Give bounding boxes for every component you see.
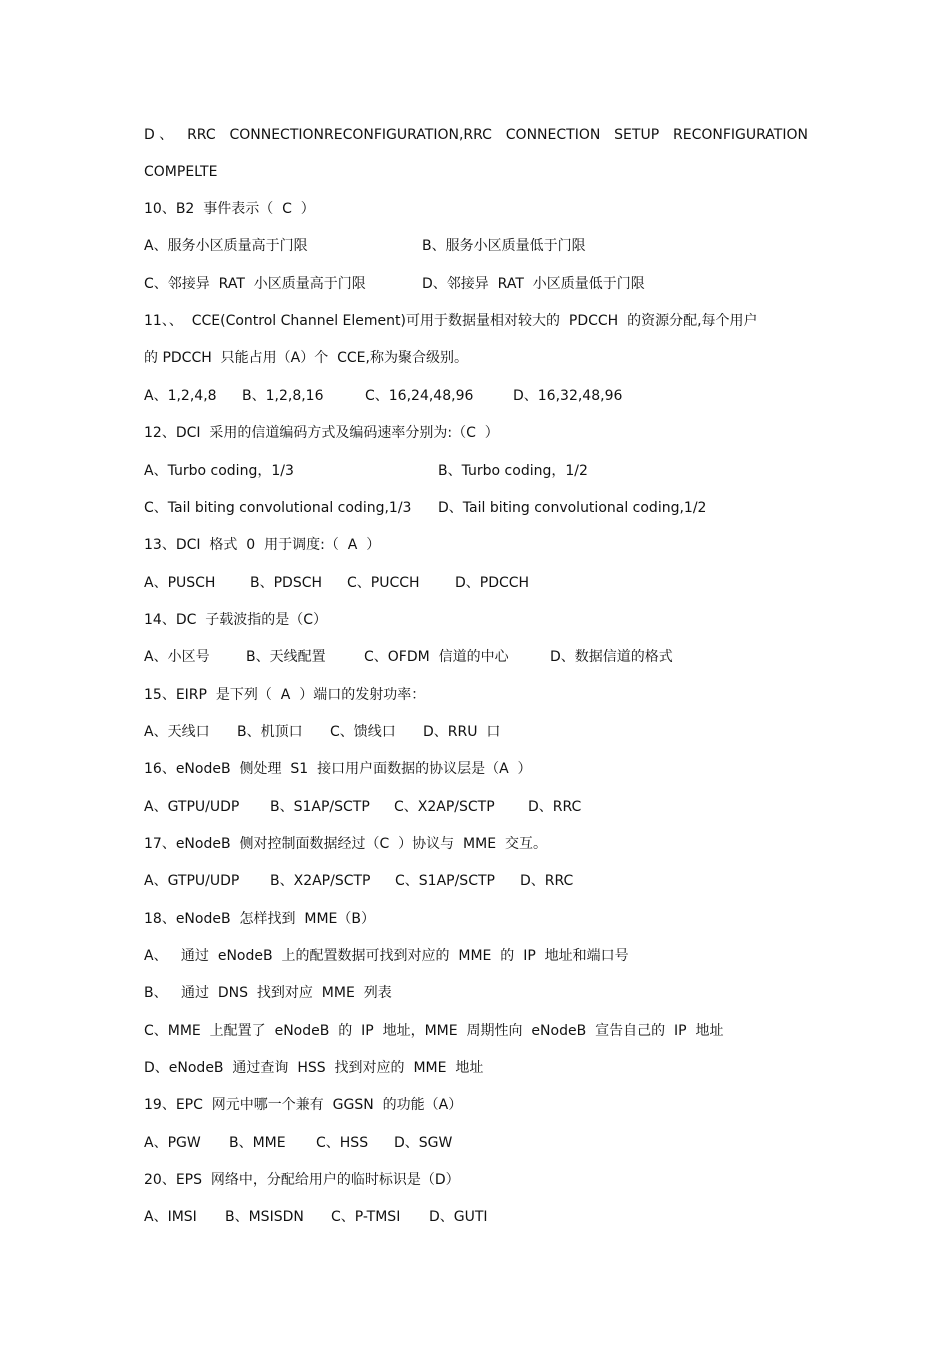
q20-option-c: C、P-TMSI — [331, 1209, 401, 1225]
q12-option-c: C、Tail biting convolutional coding,1/3 — [144, 500, 412, 516]
q9-d-word: CONNECTIONRECONFIGURATION,RRC — [229, 127, 492, 143]
q20-option-b: B、MSISDN — [225, 1209, 304, 1225]
question-11-line2: 的 PDCCH 只能占用（A）个 CCE,称为聚合级别。 — [144, 350, 468, 366]
q17-option-d: D、RRC — [520, 873, 574, 889]
q11-option-c: C、16,24,48,96 — [365, 388, 474, 404]
q14-options — [144, 645, 808, 669]
q9-option-d-line2: COMPELTE — [144, 164, 218, 180]
q12-options-row2 — [144, 496, 808, 520]
q20-option-a: A、IMSI — [144, 1209, 197, 1225]
question-19: 19、EPC 网元中哪一个兼有 GGSN 的功能（A） — [144, 1097, 463, 1113]
q10-option-a: A、服务小区质量高于门限 — [144, 238, 308, 254]
q13-option-c: C、PUCCH — [347, 575, 420, 591]
q11-option-b: B、1,2,8,16 — [242, 388, 324, 404]
q12-options-row1 — [144, 459, 808, 483]
q19-option-a: A、PGW — [144, 1135, 201, 1151]
q15-options — [144, 720, 808, 744]
q17-option-b: B、X2AP/SCTP — [270, 873, 371, 889]
question-11-line1: 11、、 CCE(Control Channel Element)可用于数据量相对较大的 PDCCH 的资源分配,每个用户 — [144, 313, 758, 329]
q14-option-d: D、数据信道的格式 — [550, 649, 673, 665]
q17-options — [144, 869, 808, 893]
q18-option-b: B、 通过 DNS 找到对应 MME 列表 — [144, 985, 392, 1001]
q9-d-word: D 、 — [144, 127, 174, 143]
question-18: 18、eNodeB 怎样找到 MME（B） — [144, 911, 375, 927]
q10-options-row1 — [144, 234, 808, 258]
q16-options — [144, 795, 808, 819]
q11-option-d: D、16,32,48,96 — [513, 388, 623, 404]
q17-option-c: C、S1AP/SCTP — [395, 873, 495, 889]
question-16: 16、eNodeB 侧处理 S1 接口用户面数据的协议层是（A ） — [144, 761, 532, 777]
q13-options — [144, 571, 808, 595]
q19-option-b: B、MME — [229, 1135, 286, 1151]
question-15: 15、EIRP 是下列（ A ）端口的发射功率： — [144, 687, 426, 703]
q16-option-d: D、RRC — [528, 799, 582, 815]
q18-option-d: D、eNodeB 通过查询 HSS 找到对应的 MME 地址 — [144, 1060, 484, 1076]
q10-option-b: B、服务小区质量低于门限 — [422, 238, 586, 254]
question-17: 17、eNodeB 侧对控制面数据经过（C ）协议与 MME 交互。 — [144, 836, 547, 852]
q17-option-a: A、GTPU/UDP — [144, 873, 240, 889]
q14-option-b: B、天线配置 — [246, 649, 326, 665]
q15-option-a: A、天线口 — [144, 724, 210, 740]
q19-option-d: D、SGW — [394, 1135, 453, 1151]
q11-option-a: A、1,2,4,8 — [144, 388, 217, 404]
q9-d-word: SETUP — [614, 127, 660, 143]
q20-option-d: D、GUTI — [429, 1209, 488, 1225]
q18-option-c: C、MME 上配置了 eNodeB 的 IP 地址，MME 周期性向 eNodeB 宣告自己的 IP 地址 — [144, 1023, 724, 1039]
q9-d-word: RECONFIGURATION — [673, 127, 808, 143]
q9-option-d-line1 — [144, 123, 808, 147]
q15-option-c: C、馈线口 — [330, 724, 396, 740]
q15-option-d: D、RRU 口 — [423, 724, 501, 740]
q10-option-c: C、邻接异 RAT 小区质量高于门限 — [144, 276, 366, 292]
q9-d-word: RRC — [187, 127, 216, 143]
q16-option-a: A、GTPU/UDP — [144, 799, 240, 815]
question-14: 14、DC 子载波指的是（C） — [144, 612, 328, 628]
q16-option-b: B、S1AP/SCTP — [270, 799, 370, 815]
q20-options — [144, 1205, 808, 1229]
q16-option-c: C、X2AP/SCTP — [394, 799, 495, 815]
q12-option-b: B、Turbo coding，1/2 — [438, 463, 588, 479]
q14-option-c: C、OFDM 信道的中心 — [364, 649, 509, 665]
q12-option-d: D、Tail biting convolutional coding,1/2 — [438, 500, 707, 516]
q9-d-word: CONNECTION — [505, 127, 601, 143]
q13-option-d: D、PDCCH — [455, 575, 530, 591]
q14-option-a: A、小区号 — [144, 649, 210, 665]
question-10: 10、B2 事件表示（ C ） — [144, 201, 315, 217]
q12-option-a: A、Turbo coding，1/3 — [144, 463, 294, 479]
question-12: 12、DCI 采用的信道编码方式及编码速率分别为:（C ） — [144, 425, 499, 441]
q15-option-b: B、机顶口 — [237, 724, 303, 740]
question-20: 20、EPS 网络中，分配给用户的临时标识是（D） — [144, 1172, 460, 1188]
question-13: 13、DCI 格式 0 用于调度:（ A ） — [144, 537, 381, 553]
q10-option-d: D、邻接异 RAT 小区质量低于门限 — [422, 276, 645, 292]
q11-options — [144, 384, 808, 408]
q18-option-a: A、 通过 eNodeB 上的配置数据可找到对应的 MME 的 IP 地址和端口号 — [144, 948, 629, 964]
q19-options — [144, 1131, 808, 1155]
q19-option-c: C、HSS — [316, 1135, 369, 1151]
q10-options-row2 — [144, 272, 808, 296]
q13-option-b: B、PDSCH — [250, 575, 323, 591]
q13-option-a: A、PUSCH — [144, 575, 216, 591]
